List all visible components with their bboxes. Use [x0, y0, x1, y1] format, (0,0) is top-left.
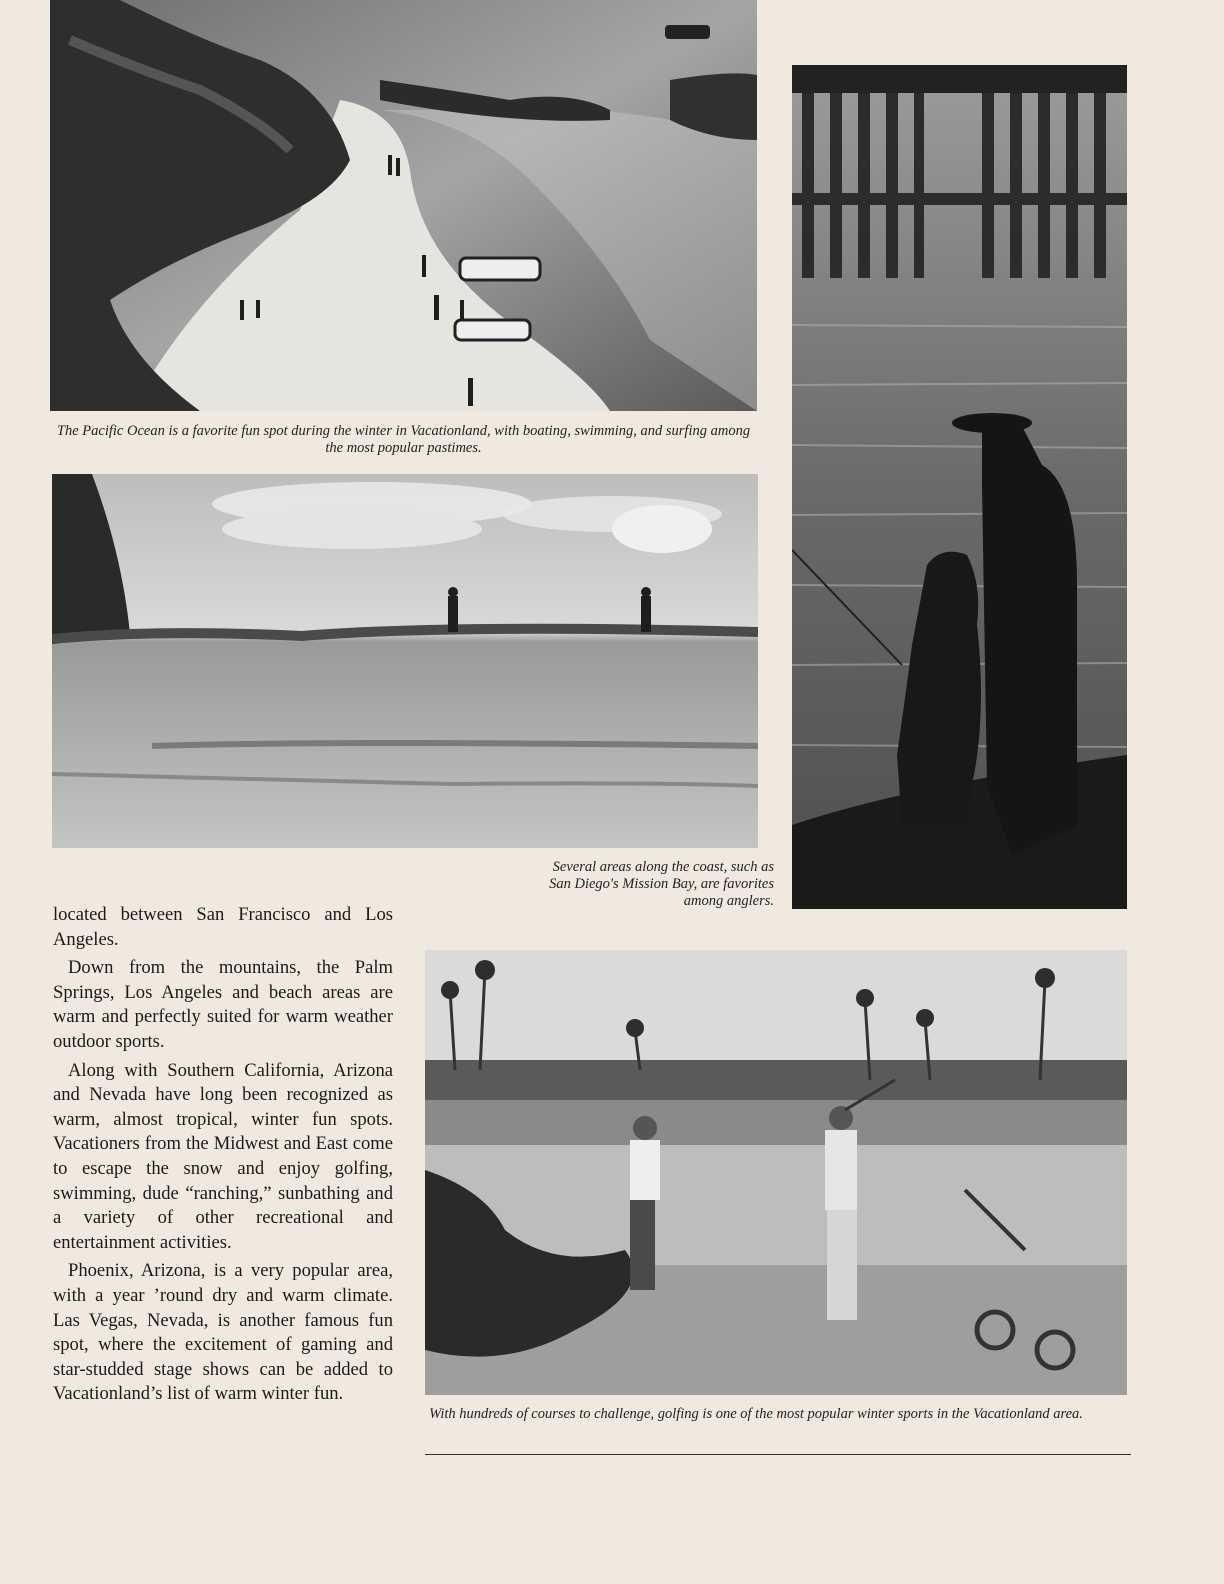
- golf-photo-caption: With hundreds of courses to challenge, golfing is one of the most popular winter sports in the Vacationland area.: [429, 1406, 1083, 1422]
- article-paragraph: Phoenix, Arizona, is a very popular area, with a year ’round dry and warm climate. Las Vegas, Nevada, is another famous fun spot, where the excitement of gaming and star-studded stage shows can be added to Vacationland’s list of warm winter fun.: [53, 1260, 393, 1405]
- article-paragraph: located between San Francisco and Los Angeles.: [53, 904, 393, 950]
- bottom-rule: [425, 1454, 1131, 1455]
- golf-course-photo: [425, 950, 1127, 1395]
- anglers-photo-caption: Several areas along the coast, such as San Diego's Mission Bay, are favorites among anglers.: [549, 859, 774, 909]
- article-paragraph: Along with Southern California, Arizona and Nevada have long been recognized as warm, almost tropical, winter fun spots. Vacationers from the Midwest and East come to escape the snow and enjoy golfing, swimming, dude “ranching,” sunbathing and a variety of other recreational and entertainment activities.: [53, 1059, 393, 1253]
- surfers-photo: [52, 474, 758, 848]
- article-paragraph: Down from the mountains, the Palm Springs, Los Angeles and beach areas are warm and perfectly suited for warm weather outdoor sports.: [53, 957, 393, 1052]
- beach-cove-photo: [50, 0, 757, 411]
- article-body: [53, 903, 393, 1411]
- anglers-pier-photo: [792, 65, 1127, 909]
- beach-photo-caption: The Pacific Ocean is a favorite fun spot during the winter in Vacationland, with boating, swimming, and surfing among the most popular pastimes.: [56, 423, 751, 456]
